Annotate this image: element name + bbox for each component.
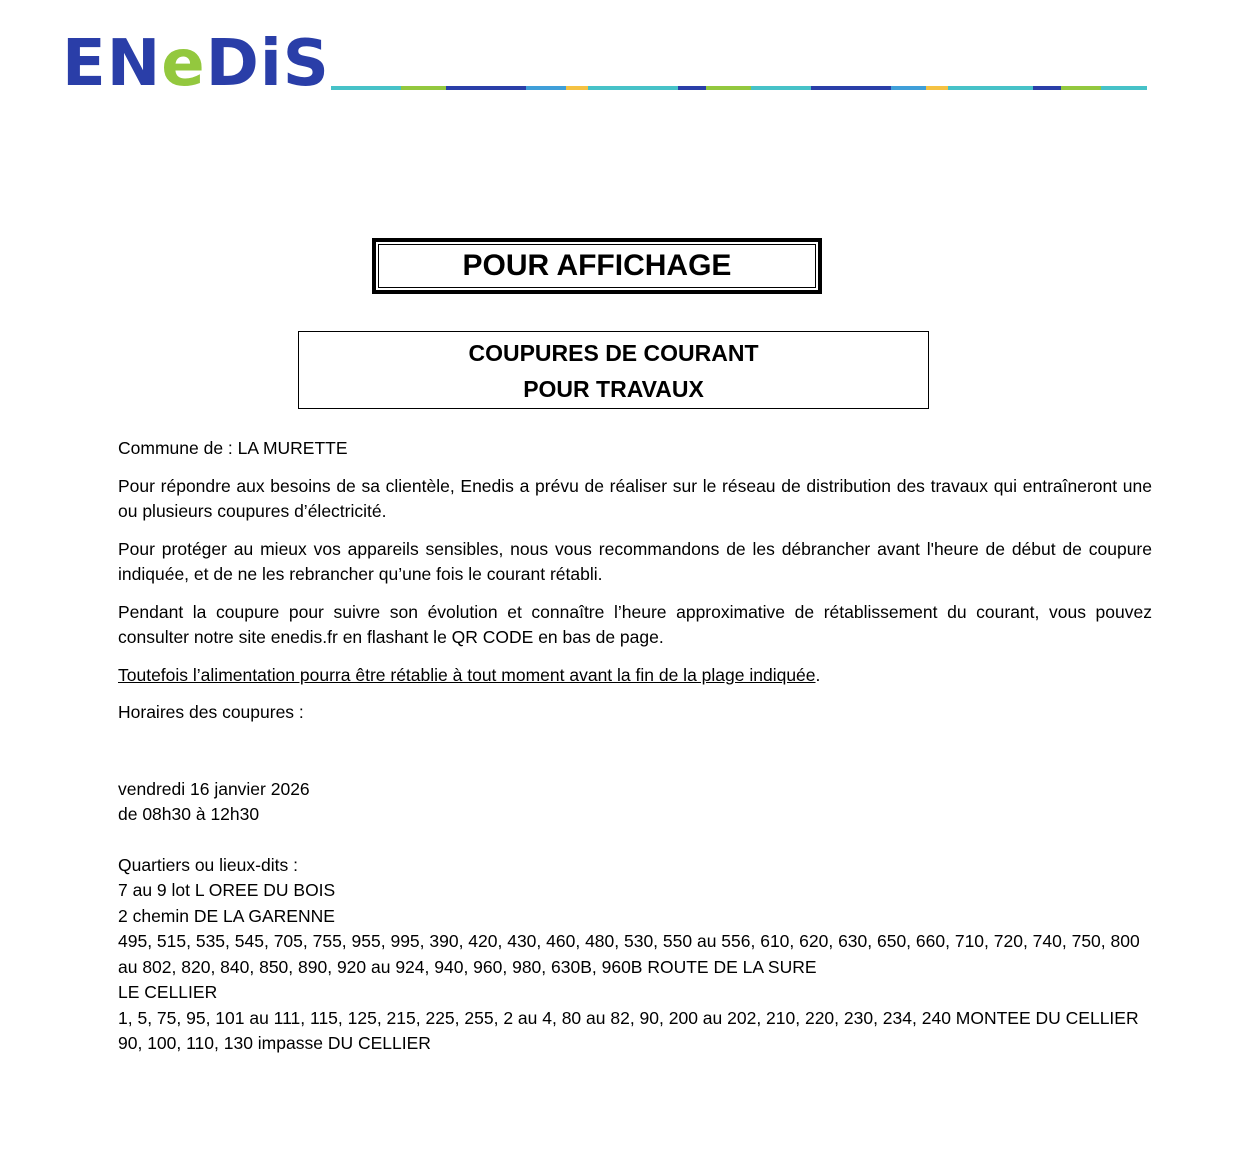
location-line: 7 au 9 lot L OREE DU BOIS: [118, 880, 336, 900]
enedis-logo: [62, 27, 330, 101]
location-line: 90, 100, 110, 130 impasse DU CELLIER: [118, 1033, 431, 1053]
paragraph-3: Pendant la coupure pour suivre son évolution et connaître l’heure approximative de rétablissement du courant, vous pouvez consulter notre site enedis.fr en flashant le QR CODE en bas de page.: [118, 601, 1152, 647]
horaires-label: Horaires des coupures :: [118, 702, 304, 722]
subtitle-line-1: COUPURES DE COURANT: [468, 340, 759, 366]
paragraph-4: [118, 663, 1152, 689]
subtitle-line-2: POUR TRAVAUX: [523, 376, 704, 402]
page-title: POUR AFFICHAGE: [378, 244, 816, 288]
header-divider-line: [331, 86, 1237, 90]
location-line: 1, 5, 75, 95, 101 au 111, 115, 125, 215, 225, 255, 2 au 4, 80 au 82, 90, 200 au 202, 210, 220, 230, 234, 240 MONTEE DU CELLIER: [118, 1007, 1139, 1028]
location-line: 2 chemin DE LA GARENNE: [118, 905, 335, 926]
paragraph-4-underlined: Toutefois l’alimentation pourra être rétablie à tout moment avant la fin de la plage indiquée: [118, 664, 816, 685]
location-line: LE CELLIER: [118, 982, 218, 1002]
quartiers-label: Quartiers ou lieux-dits :: [118, 854, 298, 875]
paragraph-1: Pour répondre aux besoins de sa clientèle, Enedis a prévu de réaliser sur le réseau de distribution des travaux qui entraîneront une ou plusieurs coupures d’électricité.: [118, 475, 1152, 521]
logo-text-part1: ENe: [62, 27, 206, 101]
paragraph-2: Pour protéger au mieux vos appareils sensibles, nous vous recommandons de les débrancher avant l'heure de début de coupure indiquée, et de ne les rebrancher qu’une fois le courant rétabli.: [118, 538, 1152, 584]
schedule-time: de 08h30 à 12h30: [118, 804, 260, 824]
subtitle-box: [298, 331, 929, 409]
logo-text-part2: DiS: [205, 27, 330, 101]
location-line: 495, 515, 535, 545, 705, 755, 955, 995, 390, 420, 430, 460, 480, 530, 550 au 556, 610, 620, 630, 650, 660, 710, 720, 740, 750, 800 au 802, 820, 840, 850, 890, 920 au 924, 940, 960, 980, 630B, 960B ROUTE DE LA SURE: [118, 931, 1140, 977]
logo-wordmark: [62, 27, 330, 101]
schedule-date: vendredi 16 janvier 2026: [118, 778, 310, 799]
notice-body: [118, 436, 1152, 1057]
paragraph-4-end: .: [815, 664, 821, 685]
title-box: [372, 238, 822, 294]
commune-line: Commune de : LA MURETTE: [118, 438, 348, 458]
